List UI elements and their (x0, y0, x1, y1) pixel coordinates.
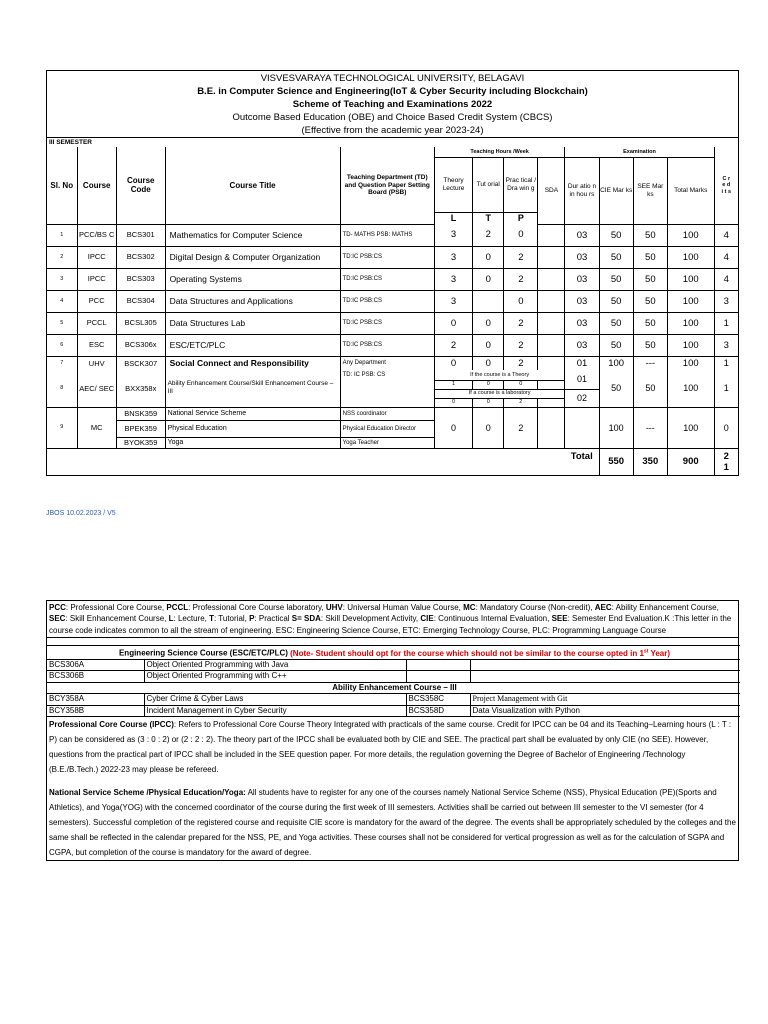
row-p: 2 (504, 268, 538, 290)
row-l: 0 (434, 356, 472, 370)
row-duration: 03 (565, 312, 599, 334)
row-duration: 03 (565, 290, 599, 312)
row8-lab-p: 2 (504, 398, 538, 407)
totals-total: 900 (667, 448, 714, 475)
row-cie: 50 (599, 290, 633, 312)
legend-definition: : Lecture, (173, 614, 210, 624)
esc-empty-0a (406, 659, 470, 671)
row-s (538, 290, 565, 312)
col-tutorial: Tut orial (473, 157, 504, 212)
esc-empty-1a (406, 671, 470, 683)
row-l: 0 (434, 312, 472, 334)
row-l: 3 (434, 246, 472, 268)
row-code: BCS306x (116, 334, 165, 356)
totals-spacer (47, 448, 565, 475)
col-p: P (504, 212, 538, 224)
row-s (538, 268, 565, 290)
legend-term: CIE (420, 614, 434, 624)
col-see: SEE Mar ks (633, 157, 667, 224)
col-l: L (434, 212, 472, 224)
row-title: Data Structures and Applications (165, 290, 340, 312)
legend-term: S= SDA (291, 614, 321, 624)
row9-l: 0 (434, 407, 472, 448)
ipcc-text: : Refers to Professional Core Course Theory Integrated with practicals of the same course. Credit for IPCC can be 04 and its Teaching–Learning hours (L : T : P) can be considered as (3 : 0 : 2) or (2 : 2 : 2). The theory part of the IPCC shall be evaluated both by CIE and SEE. The practical part shall be evaluated by only CIE (no SEE). However, questions from the practical part of IPCC shall be included in the SEE question paper. For more details, the regulation governing the Degree of Bachelor of Engineering /Technology (B.E./B.Tech.) 2022-23 may please be refereed. (49, 720, 732, 775)
row8-cie: 50 (599, 370, 633, 407)
row-course: IPCC (77, 246, 116, 268)
nss-text: All students have to register for any one of the courses namely National Service Scheme (NSS), Physical Education (PE)(Sports and Athletics), and Yoga(YOG) with the concerned coordinator of the course during the first week of III semesters. Activities shall be carried out between III semester to the VI semester (for 4 semesters). Successful completion of the registered course and requisite CIE score is mandatory for the award of the degree. The events shall be appropriately scheduled by the colleges and the same shall be reflected in the calendar prepared for the NSS, PE, and Yoga activities. These courses shall not be considered for vertical progression as well as for the calculation of SGPA and CGPA, but completion of the course is mandatory for the award of degree. (49, 788, 736, 858)
legend-definition: : Mandatory Course (Non-credit), (475, 603, 595, 612)
effective-line: (Effective from the academic year 2023-24) (301, 125, 484, 136)
esc-heading-row (47, 645, 740, 659)
row9-credits: 0 (714, 407, 738, 448)
row-duration: 03 (565, 334, 599, 356)
course-table (47, 147, 738, 475)
row-cie: 100 (599, 356, 633, 370)
course-row (47, 334, 738, 356)
elective-table (47, 645, 740, 717)
row-t: 0 (473, 356, 504, 370)
row-dept: TD:IC PSB:CS (340, 334, 434, 356)
row-p: 0 (504, 290, 538, 312)
esc-code-1: BCS306B (47, 671, 144, 683)
row-total: 100 (667, 312, 714, 334)
row-credits: 3 (714, 334, 738, 356)
legend-term: PCC (49, 603, 66, 612)
legend-definition: : Universal Human Value Course, (342, 603, 464, 612)
row9-code-0: BNSK359 (116, 407, 165, 420)
row-cie: 50 (599, 312, 633, 334)
row-total: 100 (667, 246, 714, 268)
row9-dept-2: Yoga Teacher (340, 437, 434, 448)
row-sl: 3 (47, 268, 77, 290)
row-t: 0 (473, 268, 504, 290)
legend-definition: : Professional Core Course, (65, 603, 167, 612)
legend-definition: : Tutorial, (213, 614, 250, 624)
row8-theory-s (538, 380, 565, 389)
row-p: 2 (504, 312, 538, 334)
row-see: --- (633, 356, 667, 370)
legend-definition: : Skill Development Activity, (320, 614, 421, 624)
col-t: T (473, 212, 504, 224)
row-credits: 4 (714, 246, 738, 268)
row-see: 50 (633, 268, 667, 290)
row-sl: 6 (47, 334, 77, 356)
row8-theory-p: 0 (504, 380, 538, 389)
row-course: IPCC (77, 268, 116, 290)
legend-term: MC (463, 603, 476, 612)
totals-cie: 550 (599, 448, 633, 475)
row-course: ESC (77, 334, 116, 356)
row-t: 2 (473, 224, 504, 246)
row-course: PCCL (77, 312, 116, 334)
row-p: 2 (504, 356, 538, 370)
aec-code-3: BCS358D (406, 705, 470, 717)
course-row (47, 312, 738, 334)
row8-dur1: 01 (565, 370, 599, 389)
row-dept: TD:IC PSB:CS (340, 246, 434, 268)
aec-title-2: Project Management with Git (470, 694, 740, 706)
row-cie: 50 (599, 224, 633, 246)
row-credits: 4 (714, 268, 738, 290)
col-sl: Sl. No (47, 147, 77, 224)
row-see: 50 (633, 224, 667, 246)
row9-code-2: BYOK359 (116, 437, 165, 448)
row-see: 50 (633, 290, 667, 312)
row-see: 50 (633, 334, 667, 356)
row8-course: AEC/ SEC (77, 370, 116, 407)
row8-lab-s (538, 398, 565, 407)
esc-empty-1b (470, 671, 740, 683)
row9-p: 2 (504, 407, 538, 448)
row-dept: Any Department (340, 356, 434, 370)
row-t: 0 (473, 334, 504, 356)
row8-theory-l: 1 (434, 380, 472, 389)
row9-dept-1: Physical Education Director (340, 420, 434, 437)
row-l: 3 (434, 268, 472, 290)
col-total: Total Marks (667, 157, 714, 224)
row-code: BCS303 (116, 268, 165, 290)
row-credits: 4 (714, 224, 738, 246)
legend-term: SEC (49, 614, 66, 624)
row-sl: 4 (47, 290, 77, 312)
row-t: 0 (473, 312, 504, 334)
row-l: 2 (434, 334, 472, 356)
row9-dur (565, 407, 599, 448)
legend-definition: : Semester End Evaluation.K :This letter in the course code indicates common to all the stream of engineering. ESC: Engineering Science Course, ETC: Emerging Technology Course, PLC: Programming Language Course (49, 614, 732, 635)
row-title: ESC/ETC/PLC (165, 334, 340, 356)
aec-title-1: Incident Management in Cyber Security (144, 705, 406, 717)
row-s (538, 224, 565, 246)
row8-lab-t: 0 (473, 398, 504, 407)
row9-title-2: Yoga (165, 437, 340, 448)
row-title: Mathematics for Computer Science (165, 224, 340, 246)
row-sl: 2 (47, 246, 77, 268)
scheme-title: Scheme of Teaching and Examinations 2022 (292, 99, 493, 110)
esc-heading: Engineering Science Course (ESC/ETC/PLC) (118, 648, 288, 658)
row-see: 50 (633, 312, 667, 334)
row-sl: 5 (47, 312, 77, 334)
col-course: Course (77, 147, 116, 224)
row-dept: TD- MATHS PSB: MATHS (340, 224, 434, 246)
row8-title: Ability Enhancement Course/Skill Enhancement Course – III (165, 370, 340, 407)
separator (47, 637, 738, 645)
row8-total: 100 (667, 370, 714, 407)
row-t (473, 290, 504, 312)
row9-sl: 9 (47, 407, 77, 448)
col-code: Course Code (116, 147, 165, 224)
row-s (538, 334, 565, 356)
course-row (47, 356, 738, 370)
row-see: 50 (633, 246, 667, 268)
ipcc-note (47, 717, 738, 778)
aec-code-1: BCY358B (47, 705, 144, 717)
aec-title-0: Cyber Crime & Cyber Laws (144, 694, 406, 706)
legend-definition: : Continuous Internal Evaluation, (433, 614, 552, 624)
row9-s (538, 407, 565, 448)
row-title: Social Connect and Responsibility (165, 356, 340, 370)
row-duration: 01 (565, 356, 599, 370)
legend-term: L (168, 614, 174, 624)
esc-title-1: Object Oriented Programming with C++ (144, 671, 406, 683)
row-p: 0 (504, 224, 538, 246)
row9-dept-0: NSS coordinator (340, 407, 434, 420)
legend-term: SEE (551, 614, 568, 624)
row-sl: 1 (47, 224, 77, 246)
row8-theory-t: 0 (473, 380, 504, 389)
esc-title-0: Object Oriented Programming with Java (144, 659, 406, 671)
legend-term: UHV (325, 603, 343, 612)
row-code: BCSL305 (116, 312, 165, 334)
nss-label: National Service Scheme /Physical Education/Yoga: (49, 788, 246, 798)
semester-label: III SEMESTER (47, 137, 738, 147)
course-row (47, 224, 738, 246)
row-duration: 03 (565, 246, 599, 268)
scheme-table-sheet (46, 70, 739, 476)
university-name: VISVESVARAYA TECHNOLOGICAL UNIVERSITY, BELAGAVI (260, 73, 525, 84)
row-credits: 1 (714, 356, 738, 370)
row9-total: 100 (667, 407, 714, 448)
row-s (538, 246, 565, 268)
row8-lab-l: 0 (434, 398, 472, 407)
row-sl: 7 (47, 356, 77, 370)
nss-note (47, 778, 738, 860)
row-course: PCC (77, 290, 116, 312)
row8-see: 50 (633, 370, 667, 407)
legend-definition: : Skill Enhancement Course, (65, 614, 169, 624)
row-total: 100 (667, 224, 714, 246)
esc-empty-0b (470, 659, 740, 671)
row-credits: 3 (714, 290, 738, 312)
row9-see: --- (633, 407, 667, 448)
abbreviation-legend (47, 601, 738, 637)
scheme-header (47, 71, 738, 137)
row9-course: MC (77, 407, 116, 448)
row9-cie: 100 (599, 407, 633, 448)
jbos-version: JBOS 10.02.2023 / V5 (46, 510, 116, 517)
row-total: 100 (667, 356, 714, 370)
ipcc-label: Professional Core Course (IPCC) (49, 720, 174, 730)
row-credits: 1 (714, 312, 738, 334)
aec-title-3: Data Visualization with Python (470, 705, 740, 717)
row9-code-1: BPEK359 (116, 420, 165, 437)
legend-definition: : Practical (254, 614, 292, 624)
obe-line: Outcome Based Education (OBE) and Choice Based Credit System (CBCS) (232, 112, 553, 123)
legend-term: AEC (594, 603, 612, 612)
row-s (538, 356, 565, 370)
col-cie: CIE Mar ks (599, 157, 633, 224)
row-title: Operating Systems (165, 268, 340, 290)
legend-definition: : Professional Core Course laboratory, (188, 603, 326, 612)
col-teaching-hours: Teaching Hours /Week (434, 147, 565, 157)
course-row (47, 246, 738, 268)
row-t: 0 (473, 246, 504, 268)
row8-credits: 1 (714, 370, 738, 407)
course-row (47, 268, 738, 290)
row-p: 2 (504, 334, 538, 356)
program-name: B.E. in Computer Science and Engineering(IoT & Cyber Security including Blockchain) (197, 86, 588, 97)
row9-t: 0 (473, 407, 504, 448)
row-code: BCS304 (116, 290, 165, 312)
row-total: 100 (667, 334, 714, 356)
row-dept: TD:IC PSB:CS (340, 268, 434, 290)
row-cie: 50 (599, 268, 633, 290)
row-cie: 50 (599, 334, 633, 356)
row8-if-lab: If a course is a laboratory (434, 389, 565, 398)
row-code: BSCK307 (116, 356, 165, 370)
row8-code: BXX358x (116, 370, 165, 407)
col-theory: Theory Lecture (434, 157, 472, 212)
col-sda: SDA (538, 157, 565, 224)
row-cie: 50 (599, 246, 633, 268)
row-title: Data Structures Lab (165, 312, 340, 334)
row-p: 2 (504, 246, 538, 268)
totals-label: Total (565, 448, 599, 475)
aec-heading: Ability Enhancement Course – III (47, 682, 740, 694)
aec-code-0: BCY358A (47, 694, 144, 706)
notes-sheet (46, 600, 739, 861)
row8-dur2: 02 (565, 389, 599, 407)
row-l: 3 (434, 290, 472, 312)
esc-note: (Note- Student should opt for the course which should not be similar to the course opted in 1st Year) (290, 647, 671, 658)
row-code: BCS301 (116, 224, 165, 246)
row-title: Digital Design & Computer Organization (165, 246, 340, 268)
row-dept: TD:IC PSB:CS (340, 290, 434, 312)
row-course: PCC/BS C (77, 224, 116, 246)
legend-term: T (209, 614, 214, 624)
row-total: 100 (667, 290, 714, 312)
col-duration: Dur atio n in hou rs (565, 157, 599, 224)
row8-sl: 8 (47, 370, 77, 407)
legend-term: PCCL (166, 603, 189, 612)
col-credits: C r e d i t s (714, 147, 738, 224)
totals-see: 350 (633, 448, 667, 475)
row-course: UHV (77, 356, 116, 370)
row-l: 3 (434, 224, 472, 246)
col-title: Course Title (165, 147, 340, 224)
row-code: BCS302 (116, 246, 165, 268)
row-duration: 03 (565, 224, 599, 246)
legend-definition: : Ability Enhancement Course, (611, 603, 719, 612)
row9-title-0: National Service Scheme (165, 407, 340, 420)
row-dept: TD:IC PSB:CS (340, 312, 434, 334)
row9-title-1: Physical Education (165, 420, 340, 437)
legend-term: P (249, 614, 255, 624)
row8-dept: TD: IC PSB: CS (340, 370, 434, 407)
course-row (47, 290, 738, 312)
row-s (538, 312, 565, 334)
aec-code-2: BCS358C (406, 694, 470, 706)
esc-code-0: BCS306A (47, 659, 144, 671)
totals-credits: 2 1 (714, 448, 738, 475)
col-practical: Prac tical / Dra win g (504, 157, 538, 212)
row-duration: 03 (565, 268, 599, 290)
row-total: 100 (667, 268, 714, 290)
col-examination: Examination (565, 147, 714, 157)
col-dept: Teaching Department (TD) and Question Paper Setting Board (PSB) (340, 147, 434, 224)
row8-if-theory: If the course is a Theory (434, 370, 565, 380)
